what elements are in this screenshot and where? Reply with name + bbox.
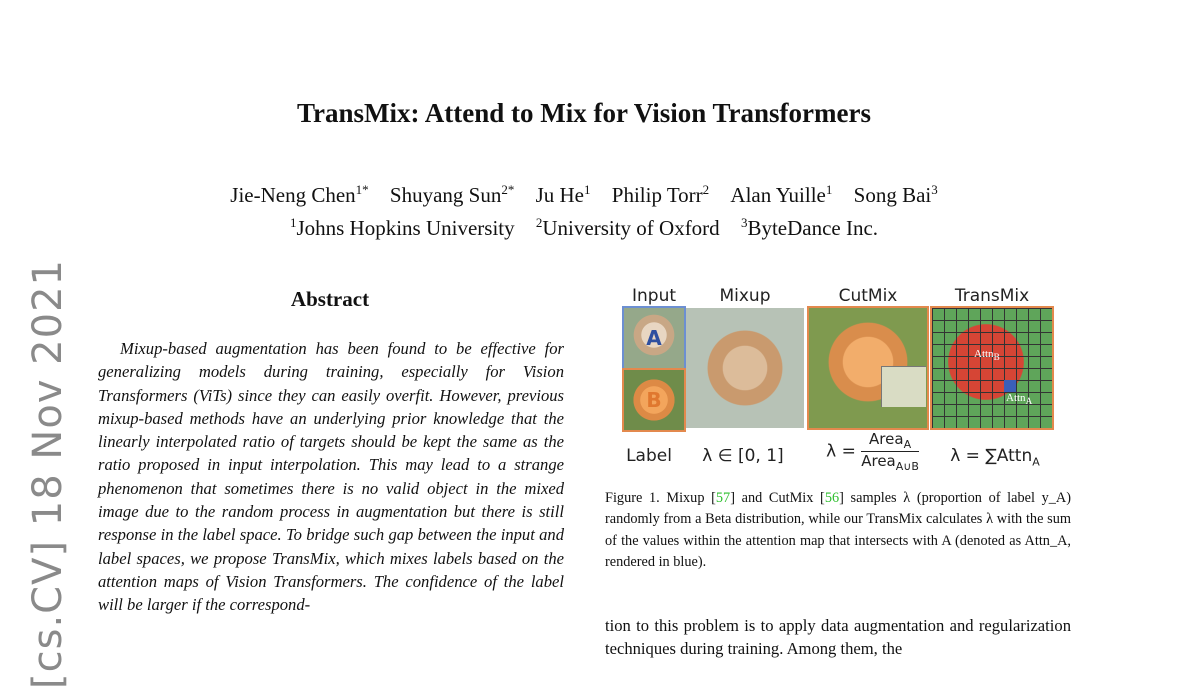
author-affil-mark: 2 xyxy=(702,182,710,197)
arxiv-text: [cs.CV] 18 Nov 2021 xyxy=(25,259,71,689)
author xyxy=(730,183,832,207)
figure-column-label-cutmix: CutMix xyxy=(838,286,898,306)
affil-name: ByteDance Inc. xyxy=(747,216,879,240)
label-row-transmix xyxy=(940,446,1050,468)
attn-label-b xyxy=(974,348,1000,362)
figure-caption xyxy=(605,488,1071,574)
affil-mark: 1 xyxy=(289,215,297,230)
attn-label-sub: A xyxy=(1025,396,1033,407)
cutmix-denominator xyxy=(861,452,919,473)
label-row-cutmix xyxy=(810,430,935,473)
label-row-mixup: λ ∈ [0, 1] xyxy=(702,446,784,466)
attn-label-a xyxy=(1006,392,1032,406)
author-affil-mark: 1 xyxy=(825,182,833,197)
label-row-label: Label xyxy=(626,446,672,466)
attention-blue-cell xyxy=(1004,380,1016,392)
affiliation-list xyxy=(0,209,1168,242)
author-name: Philip Torr xyxy=(611,183,703,207)
affiliation xyxy=(741,216,878,240)
cutmix-fraction xyxy=(861,430,919,473)
author-list xyxy=(0,176,1168,209)
affiliation xyxy=(290,216,515,240)
den-sub: A∪B xyxy=(895,460,919,473)
num-sub: A xyxy=(903,438,912,451)
author-name: Ju He xyxy=(535,183,585,207)
input-letter-a: A xyxy=(646,326,662,350)
affil-name: University of Oxford xyxy=(542,216,720,240)
author xyxy=(230,183,368,207)
figure-1 xyxy=(605,284,1075,484)
cutmix-lambda: λ = xyxy=(826,441,856,462)
caption-rest: ] samples λ (proportion of label y_A) randomly from a Beta distribution, while our TransMix calculates λ with the sum of the values within the attention map that intersects with A (denoted as Attn_A, rendered in blue). xyxy=(605,490,1071,571)
affil-mark: 2 xyxy=(535,215,543,230)
affiliation xyxy=(536,216,720,240)
author xyxy=(536,183,591,207)
author-name: Shuyang Sun xyxy=(389,183,502,207)
cutmix-patch xyxy=(881,366,926,407)
author-affil-mark: 1 xyxy=(584,182,591,197)
affil-name: Johns Hopkins University xyxy=(296,216,515,240)
cutmix-numerator xyxy=(861,430,919,452)
attn-label-text: Attn xyxy=(1006,392,1026,404)
caption-prefix: Figure 1. Mixup [ xyxy=(605,490,716,506)
abstract-heading: Abstract xyxy=(290,287,370,311)
arxiv-identifier xyxy=(18,259,78,689)
caption-mid: ] and CutMix [ xyxy=(730,490,825,506)
abstract-paragraph: Mixup-based augmentation has been found to be effective for generalizing models during training, especially for Vision Transformers (ViTs) since they can easily overfit. However, previous mixup-based methods have an underlying prior knowledge that the linearly interpolated ratio of targets should be kept the same as the ratio proposed in input interpolation. This may lead to a strange phenomenon that sometimes there is no valid object in the mixed image due to the random process in augmentation but there is still response in the label space. To bridge such gap between the input and label spaces, we propose TransMix, which mixes labels based on the attention maps of Vision Transformers. The confidence of the label will be larger if the correspond- xyxy=(98,339,564,615)
caption-reference[interactable]: 56 xyxy=(824,490,840,506)
num-text: Area xyxy=(869,430,904,448)
transmix-sub: A xyxy=(1032,455,1040,469)
paper-title: TransMix: Attend to Mix for Vision Transformers xyxy=(297,98,871,128)
author xyxy=(390,183,514,207)
author-affil-mark: 3 xyxy=(931,182,938,197)
author-affil-mark: 2* xyxy=(501,182,515,197)
transmix-formula: λ = ∑Attn xyxy=(950,446,1033,466)
body-text: tion to this problem is to apply data augmentation and regularization techniques during training. Among them, the xyxy=(605,616,1071,659)
figure-column-label-input: Input xyxy=(631,286,677,306)
abstract-body xyxy=(98,337,564,617)
author-block xyxy=(0,176,1168,242)
transmix-attention-map xyxy=(930,306,1054,430)
attn-label-sub: B xyxy=(993,352,1000,363)
attn-label-text: Attn xyxy=(974,348,994,360)
input-image-a xyxy=(622,306,686,370)
caption-reference[interactable]: 57 xyxy=(715,490,731,506)
author-name: Song Bai xyxy=(853,183,932,207)
input-letter-b: B xyxy=(646,388,662,412)
author-name: Alan Yuille xyxy=(730,183,826,207)
cutmix-image xyxy=(807,306,929,430)
author xyxy=(612,183,709,207)
author xyxy=(854,183,938,207)
figure-column-label-mixup: Mixup xyxy=(719,286,771,306)
author-affil-mark: 1* xyxy=(355,182,369,197)
author-name: Jie-Neng Chen xyxy=(230,183,356,207)
den-text: Area xyxy=(861,452,896,470)
mixup-image xyxy=(686,308,804,428)
figure-column-label-transmix: TransMix xyxy=(954,286,1030,306)
input-image-b xyxy=(622,368,686,432)
affil-mark: 3 xyxy=(740,215,748,230)
